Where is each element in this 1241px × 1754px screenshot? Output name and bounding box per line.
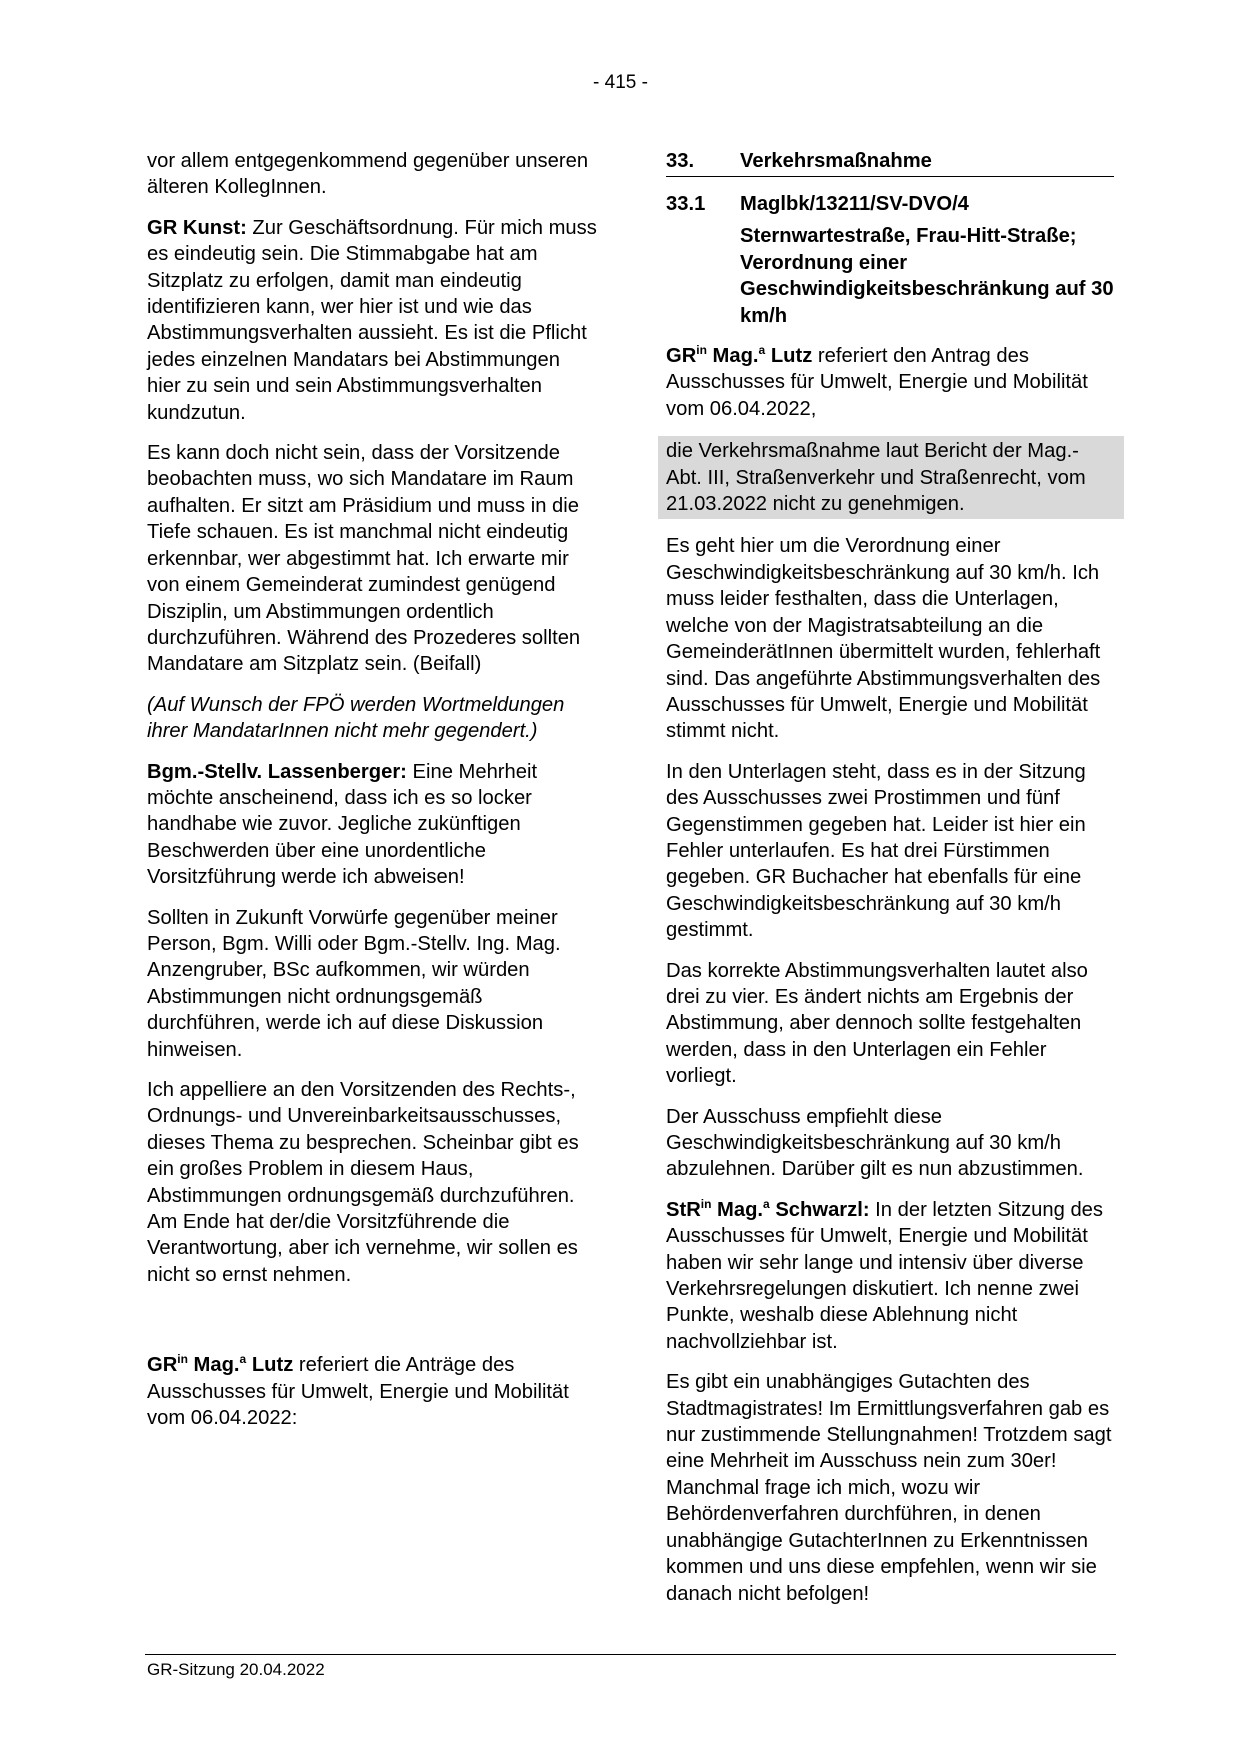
section-number: 33. [666,150,695,172]
paragraph: Sollten in Zukunft Vorwürfe gegenüber meiner Person, Bgm. Willi oder Bgm.-Stellv. Ing. Mag. Anzengruber, BSc aufkommen, wir würden Abstimmungen nicht ordnungsgemäß durchführen, werde ich auf diese Diskussion hinweisen. [147,906,561,1061]
section-title: Verkehrsmaßnahme [740,150,932,172]
paragraph-speaker-lassenberger [147,759,597,891]
paragraph: Es kann doch nicht sein, dass der Vorsitzende beobachten muss, wo sich Mandatare im Raum aufhalten. Er sitzt am Präsidium und muss in die Tiefe schauen. Es ist manchmal nicht eindeutig erkennbar, wer abgestimmt hat. Ich erwarte mir von einem Gemeinderat zumindest genügend Disziplin, um Abstimmungen ordentlich durchzuführen. Während des Prozederes sollten Mandatare am Sitzplatz sein. (Beifall) [147,442,581,676]
speaker-name: $GR^{in}$ Mag.$^a$ Lutz [666,343,813,368]
spacer [147,1302,597,1352]
paragraph-speaker-schwarzl [666,1197,1114,1355]
speech-text: referiert die Anträge des Ausschusses für Umwelt, Energie und Mobilität vom 06.04.2022: [147,1354,569,1430]
right-column [666,148,1114,1621]
subsection-code: Maglbk/13211/SV-DVO/4 [740,193,969,215]
paragraph-speaker-lutz [666,343,1114,422]
paragraph-speaker-kunst [147,215,597,426]
speech-text: referiert den Antrag des Ausschusses für Umwelt, Energie und Mobilität vom 06.04.2022, [666,345,1088,420]
speaker-name: Bgm.-Stellv. Lassenberger: [147,760,407,783]
speaker-name: GR Kunst: [147,216,247,239]
speech-text: Eine Mehrheit möchte anscheinend, dass ich es so locker handhabe wie zuvor. Jegliche zukünftigen Beschwerden über eine unordentliche Vorsitzführung werde ich abweisen! [147,760,538,889]
paragraph: Das korrekte Abstimmungsverhalten lautet also drei zu vier. Es ändert nichts am Ergebnis der Abstimmung, aber dennoch sollte festgehalten werden, dass in den Unterlagen ein Fehler vorliegt. [666,959,1088,1088]
subsection-number: 33.1 [666,193,706,215]
subsection-heading [666,191,1114,217]
left-column [147,148,597,1445]
paragraph: Ich appelliere an den Vorsitzenden des Rechts-, Ordnungs- und Unvereinbarkeitsausschusses, dieses Thema zu besprechen. Scheinbar gibt es ein großes Problem in diesem Haus, Abstimmungen ordnungsgemäß durchzuführen. Am Ende hat der/die Vorsitzführende die Verantwortung, aber ich vernehme, wir sollen es nicht so ernst nehmen. [147,1079,579,1286]
motion-box: die Verkehrsmaßnahme laut Bericht der Mag.-Abt. III, Straßenverkehr und Straßenrecht, vom 21.03.2022 nicht zu genehmigen. [658,436,1124,519]
paragraph-speaker-lutz [147,1352,597,1431]
speaker-name: $GR^{in}$ Mag.$^a$ Lutz [147,1352,294,1377]
footer-divider [145,1654,1116,1655]
speech-text: In der letzten Sitzung des Ausschusses für Umwelt, Energie und Mobilität haben wir sehr lange und intensiv über diverse Verkehrsregelungen diskutiert. Ich nenne zwei Punkte, weshalb diese Ablehnung nicht nachvollziehbar ist. [666,1198,1103,1353]
footer-text: GR-Sitzung 20.04.2022 [147,1660,325,1679]
paragraph: Es gibt ein unabhängiges Gutachten des Stadtmagistrates! Im Ermittlungsverfahren gab es nur zustimmende Stellungnahmen! Trotzdem sagt eine Mehrheit im Ausschuss nein zum 30er! Manchmal frage ich mich, wozu wir Behördenverfahren durchführen, in denen unabhängige GutachterInnen zu Erkenntnissen kommen und uns diese empfehlen, wenn wir sie danach nicht befolgen! [666,1371,1112,1605]
subsection-title: Sternwartestraße, Frau-Hitt-Straße; Verordnung einer Geschwindigkeitsbeschränkung auf 30 km/h [740,225,1114,327]
speaker-name: StR$^{in}$ Mag.$^a$ Schwarzl: [666,1196,870,1221]
paragraph: Es geht hier um die Verordnung einer Geschwindigkeitsbeschränkung auf 30 km/h. Ich muss leider festhalten, dass die Unterlagen, welche von der Magistratsabteilung an die GemeinderätInnen übermittelt wurden, fehlerhaft sind. Das angeführte Abstimmungsverhalten des Ausschusses für Umwelt, Energie und Mobilität stimmt nicht. [666,535,1101,743]
speech-text: Zur Geschäftsordnung. Für mich muss es eindeutig sein. Die Stimmabgabe hat am Sitzplatz zu erfolgen, damit man eindeutig identifizieren kann, wer hier ist und wie das Abstimmungsverhalten aussieht. Es ist die Pflicht jedes einzelnen Mandatars bei Abstimmungen hier zu sein und sein Abstimmungsverhalten kundzutun. [147,216,597,424]
section-heading [666,148,1114,177]
paragraph: Der Ausschuss empfiehlt diese Geschwindigkeitsbeschränkung auf 30 km/h abzulehnen. Darüber gilt es nun abzustimmen. [666,1105,1084,1181]
page-number: - 415 - [593,72,648,93]
paragraph: In den Unterlagen steht, dass es in der Sitzung des Ausschusses zwei Prostimmen und fünf Gegenstimmen gegeben hat. Leider ist hier ein Fehler unterlaufen. Es hat drei Fürstimmen gegeben. GR Buchacher hat ebenfalls für eine Geschwindigkeitsbeschränkung auf 30 km/h gestimmt. [666,760,1086,942]
editorial-note: (Auf Wunsch der FPÖ werden Wortmeldungen ihrer MandatarInnen nicht mehr gegendert.) [147,693,565,743]
paragraph: vor allem entgegenkommend gegenüber unseren älteren KollegInnen. [147,150,589,199]
